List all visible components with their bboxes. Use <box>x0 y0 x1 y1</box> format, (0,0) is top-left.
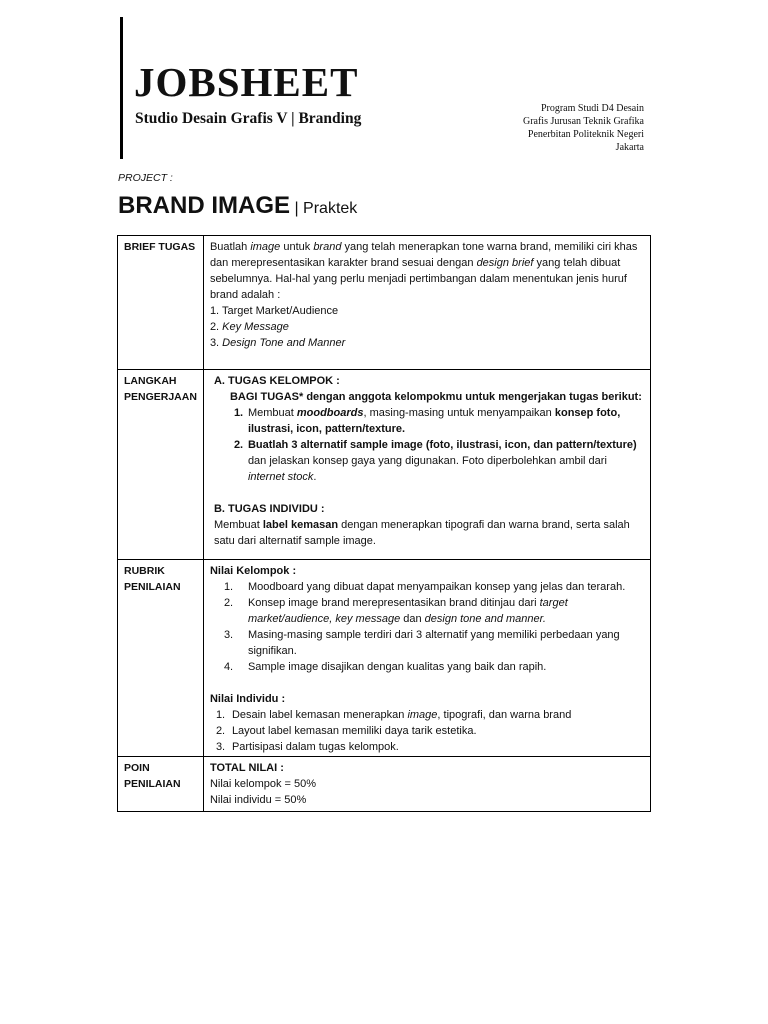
institution-line: Penerbitan Politeknik Negeri <box>527 129 644 140</box>
project-suffix: | Praktek <box>294 200 358 217</box>
row-label: POIN PENILAIAN <box>118 757 204 812</box>
section-heading: Nilai Individu : <box>209 693 286 705</box>
project-label: PROJECT : <box>118 172 173 184</box>
poin-content <box>203 757 650 812</box>
group-score: Nilai kelompok = 50% <box>209 778 317 790</box>
section-heading: Nilai Kelompok : <box>209 565 297 577</box>
header-vertical-rule <box>120 17 123 159</box>
row-poin <box>118 757 651 812</box>
brief-paragraph: Buatlah image untuk brand yang telah menerapkan tone warna brand, memiliki ciri khas dan merepresentasikan karakter brand sesuai dengan design brief yang telah dibuat sebelumnya. Hal-hal yang perlu menjadi pertimbangan dalam menentukan jenis huruf brand adalah : <box>209 241 638 301</box>
institution-line: Grafis Jurusan Teknik Grafika <box>522 116 644 127</box>
langkah-content <box>203 370 650 560</box>
group-task-list <box>214 405 644 485</box>
list-item: 1. Desain label kemasan menerapkan image, tipografi, dan warna brand <box>215 709 572 721</box>
project-title: BRAND IMAGE <box>118 192 290 219</box>
individual-score: Nilai individu = 50% <box>209 794 307 806</box>
total-heading: TOTAL NILAI : <box>209 762 284 774</box>
individual-task: Membuat label kemasan dengan menerapkan tipografi dan warna brand, serta salah satu dari alternatif sample image. <box>213 519 630 547</box>
list-item: 3. Masing-masing sample terdiri dari 3 alternatif yang memiliki perbedaan yang signifikan. <box>223 629 620 657</box>
row-label: LANGKAH PENGERJAAN <box>118 370 204 560</box>
section-heading: B. TUGAS INDIVIDU : <box>213 503 325 515</box>
doc-subtitle: Studio Desain Grafis V | Branding <box>135 110 362 127</box>
brief-item: 2. Key Message <box>209 321 289 333</box>
list-item: 1. Membuat moodboards, masing-masing untuk menyampaikan konsep foto, ilustrasi, icon, pattern/texture. <box>233 407 621 435</box>
row-label: BRIEF TUGAS <box>118 236 204 370</box>
list-item: 2. Konsep image brand merepresentasikan brand ditinjau dari target market/audience, key message dan design tone and manner. <box>223 597 568 625</box>
brief-item: 1. Target Market/Audience <box>209 305 339 317</box>
row-label: RUBRIK PENILAIAN <box>118 560 204 757</box>
project-heading <box>118 192 357 220</box>
section-heading: A. TUGAS KELOMPOK : <box>213 375 340 387</box>
task-intro: BAGI TUGAS* dengan anggota kelompokmu untuk mengerjakan tugas berikut: <box>229 391 642 403</box>
brief-item: 3. Design Tone and Manner <box>209 337 346 349</box>
group-criteria-list <box>220 579 644 675</box>
row-rubrik <box>118 560 651 757</box>
rubrik-content <box>203 560 650 757</box>
row-langkah <box>118 370 651 560</box>
institution-line: Jakarta <box>615 142 644 153</box>
list-item: 2. Layout label kemasan memiliki daya tarik estetika. <box>215 725 477 737</box>
institution-line: Program Studi D4 Desain <box>540 103 644 114</box>
list-item: 1. Moodboard yang dibuat dapat menyampaikan konsep yang jelas dan terarah. <box>223 581 626 593</box>
doc-title: JOBSHEET <box>134 59 359 105</box>
list-item: 2. Buatlah 3 alternatif sample image (foto, ilustrasi, icon, dan pattern/texture) dan jelaskan konsep gaya yang digunakan. Foto diperbolehkan ambil dari internet stock. <box>233 439 637 483</box>
brief-content <box>203 236 650 370</box>
list-item: 3. Partisipasi dalam tugas kelompok. <box>215 741 399 753</box>
jobsheet-table <box>117 235 651 812</box>
individual-criteria-list <box>214 707 644 755</box>
institution-block <box>523 102 644 154</box>
list-item: 4. Sample image disajikan dengan kualitas yang baik dan rapih. <box>223 661 547 673</box>
row-brief <box>118 236 651 370</box>
